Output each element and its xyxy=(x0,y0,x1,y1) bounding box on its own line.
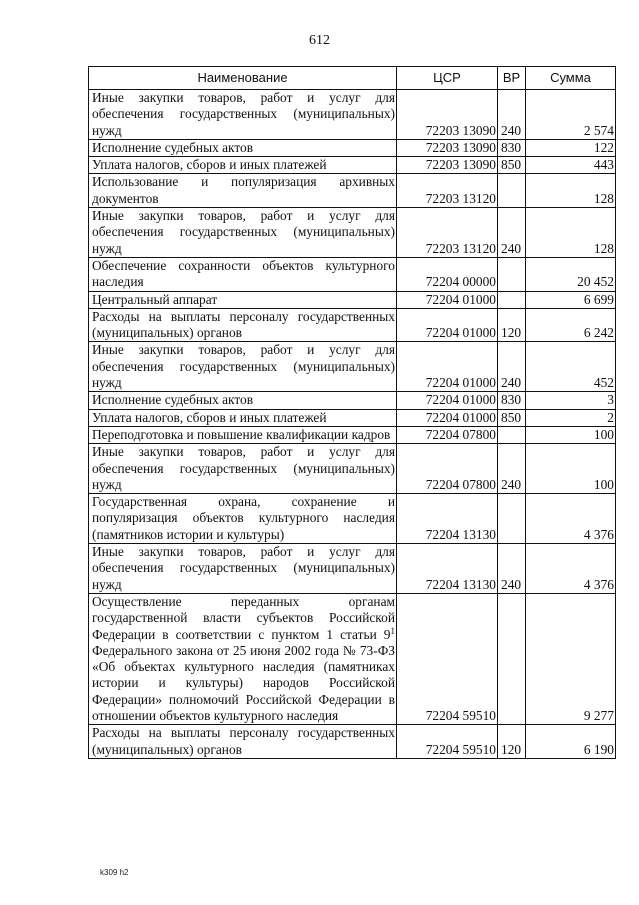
row-vr: 240 xyxy=(498,90,526,140)
row-sum: 6 699 xyxy=(526,291,616,308)
row-name: Расходы на выплаты персоналу государственных (муниципальных) органов xyxy=(89,725,397,759)
row-csr: 72204 01000 xyxy=(397,308,498,342)
row-vr: 850 xyxy=(498,409,526,426)
row-sum: 9 277 xyxy=(526,593,616,724)
row-vr xyxy=(498,494,526,544)
row-vr: 830 xyxy=(498,139,526,156)
table-row xyxy=(89,725,616,759)
row-name: Иные закупки товаров, работ и услуг для обеспечения государственных (муниципальных) нужд xyxy=(89,544,397,594)
row-csr: 72203 13120 xyxy=(397,208,498,258)
row-vr xyxy=(498,174,526,208)
row-sum: 443 xyxy=(526,157,616,174)
row-vr: 240 xyxy=(498,544,526,594)
row-sum: 4 376 xyxy=(526,544,616,594)
row-sum: 2 xyxy=(526,409,616,426)
row-name xyxy=(89,593,397,724)
row-name: Иные закупки товаров, работ и услуг для обеспечения государственных (муниципальных) нужд xyxy=(89,444,397,494)
table-row xyxy=(89,342,616,392)
row-vr: 120 xyxy=(498,725,526,759)
row-name-part: Федерального закона от 25 июня 2002 года № 73-ФЗ «Об объектах культурного наследия (памятниках истории и культуры) народов Российской Федерации» полномочий Российской Федерации в отношении объектов культурного наследия xyxy=(92,642,395,723)
budget-table xyxy=(88,66,616,759)
row-csr: 72204 01000 xyxy=(397,409,498,426)
row-name: Иные закупки товаров, работ и услуг для обеспечения государственных (муниципальных) нужд xyxy=(89,90,397,140)
header-csr: ЦСР xyxy=(397,67,498,90)
header-sum: Сумма xyxy=(526,67,616,90)
row-vr xyxy=(498,257,526,291)
row-name: Расходы на выплаты персоналу государственных (муниципальных) органов xyxy=(89,308,397,342)
table-row xyxy=(89,444,616,494)
row-csr: 72204 07800 xyxy=(397,444,498,494)
row-name: Использование и популяризация архивных документов xyxy=(89,174,397,208)
row-sum: 128 xyxy=(526,174,616,208)
row-sum: 2 574 xyxy=(526,90,616,140)
footer-document-code: k309 h2 xyxy=(100,868,129,877)
table-row xyxy=(89,392,616,409)
row-name: Исполнение судебных актов xyxy=(89,139,397,156)
row-sum: 20 452 xyxy=(526,257,616,291)
table-header-row xyxy=(89,67,616,90)
row-sum: 6 242 xyxy=(526,308,616,342)
header-name: Наименование xyxy=(89,67,397,90)
row-csr: 72203 13090 xyxy=(397,90,498,140)
row-csr: 72204 01000 xyxy=(397,392,498,409)
row-sum: 122 xyxy=(526,139,616,156)
row-csr: 72204 13130 xyxy=(397,544,498,594)
table-row xyxy=(89,426,616,443)
table-row xyxy=(89,544,616,594)
table-row xyxy=(89,208,616,258)
row-csr: 72203 13090 xyxy=(397,139,498,156)
row-name: Центральный аппарат xyxy=(89,291,397,308)
table-row xyxy=(89,291,616,308)
row-vr: 240 xyxy=(498,444,526,494)
header-vr: ВР xyxy=(498,67,526,90)
row-vr: 240 xyxy=(498,342,526,392)
row-sum: 452 xyxy=(526,342,616,392)
row-csr: 72204 59510 xyxy=(397,593,498,724)
row-name-part: Осуществление переданных органам государственной власти субъектов Российской Федерации в соответствии с пунктом 1 статьи 9 xyxy=(92,593,395,642)
row-csr: 72204 01000 xyxy=(397,291,498,308)
table-row xyxy=(89,308,616,342)
row-name: Исполнение судебных актов xyxy=(89,392,397,409)
table-row xyxy=(89,257,616,291)
row-sum: 4 376 xyxy=(526,494,616,544)
footnote-superscript: 1 xyxy=(390,625,395,636)
row-csr: 72204 00000 xyxy=(397,257,498,291)
row-vr: 240 xyxy=(498,208,526,258)
row-sum: 3 xyxy=(526,392,616,409)
table-row xyxy=(89,139,616,156)
row-name: Иные закупки товаров, работ и услуг для обеспечения государственных (муниципальных) нужд xyxy=(89,342,397,392)
row-vr xyxy=(498,593,526,724)
row-csr: 72204 59510 xyxy=(397,725,498,759)
row-name: Переподготовка и повышение квалификации кадров xyxy=(89,426,397,443)
table-row xyxy=(89,409,616,426)
row-csr: 72204 07800 xyxy=(397,426,498,443)
row-csr: 72204 01000 xyxy=(397,342,498,392)
table-row xyxy=(89,157,616,174)
table-row xyxy=(89,90,616,140)
page-number: 612 xyxy=(309,33,330,48)
row-name: Уплата налогов, сборов и иных платежей xyxy=(89,409,397,426)
table-row xyxy=(89,494,616,544)
row-sum: 6 190 xyxy=(526,725,616,759)
table-row xyxy=(89,174,616,208)
row-sum: 100 xyxy=(526,444,616,494)
row-name: Иные закупки товаров, работ и услуг для обеспечения государственных (муниципальных) нужд xyxy=(89,208,397,258)
row-vr: 850 xyxy=(498,157,526,174)
row-vr xyxy=(498,426,526,443)
row-sum: 100 xyxy=(526,426,616,443)
row-vr xyxy=(498,291,526,308)
row-vr: 830 xyxy=(498,392,526,409)
row-csr: 72203 13090 xyxy=(397,157,498,174)
row-name: Государственная охрана, сохранение и популяризация объектов культурного наследия (памятников истории и культуры) xyxy=(89,494,397,544)
row-csr: 72203 13120 xyxy=(397,174,498,208)
row-name: Обеспечение сохранности объектов культурного наследия xyxy=(89,257,397,291)
row-vr: 120 xyxy=(498,308,526,342)
row-sum: 128 xyxy=(526,208,616,258)
table-row xyxy=(89,593,616,724)
row-csr: 72204 13130 xyxy=(397,494,498,544)
row-name: Уплата налогов, сборов и иных платежей xyxy=(89,157,397,174)
